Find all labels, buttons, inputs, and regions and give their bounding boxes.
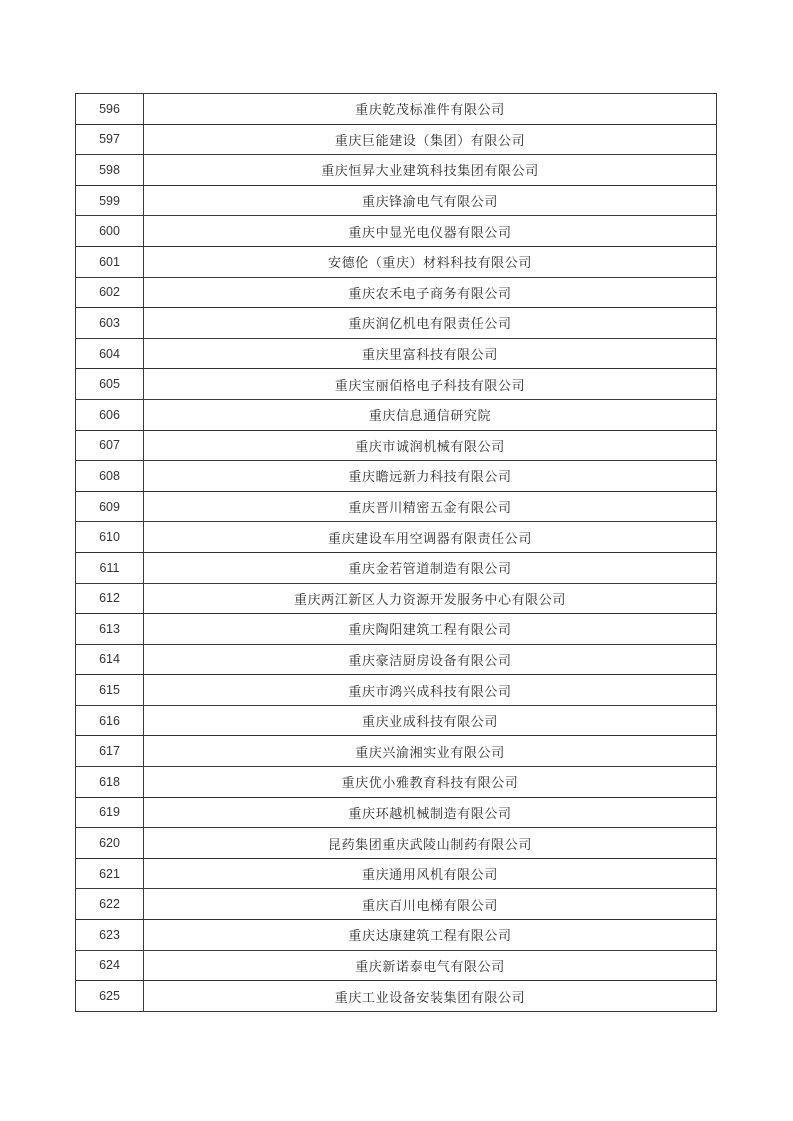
company-name: 重庆工业设备安装集团有限公司 [144,981,717,1012]
row-number: 615 [76,675,144,706]
row-number: 604 [76,338,144,369]
table-row [76,338,717,369]
company-list-body [76,94,717,1012]
row-number: 609 [76,491,144,522]
company-name: 重庆两江新区人力资源开发服务中心有限公司 [144,583,717,614]
row-number: 622 [76,889,144,920]
company-name: 昆药集团重庆武陵山制药有限公司 [144,828,717,859]
company-name: 重庆业成科技有限公司 [144,705,717,736]
company-name: 重庆百川电梯有限公司 [144,889,717,920]
table-row [76,155,717,186]
table-row [76,185,717,216]
company-list-table [75,93,717,1012]
row-number: 610 [76,522,144,553]
company-name: 重庆达康建筑工程有限公司 [144,920,717,951]
row-number: 598 [76,155,144,186]
row-number: 612 [76,583,144,614]
table-row [76,767,717,798]
company-name: 重庆中显光电仪器有限公司 [144,216,717,247]
company-name: 重庆里富科技有限公司 [144,338,717,369]
table-row [76,675,717,706]
table-row [76,124,717,155]
table-row [76,644,717,675]
row-number: 597 [76,124,144,155]
company-name: 安德伦（重庆）材料科技有限公司 [144,246,717,277]
company-name: 重庆锋渝电气有限公司 [144,185,717,216]
table-row [76,491,717,522]
company-name: 重庆瞻远新力科技有限公司 [144,461,717,492]
company-name: 重庆巨能建设（集团）有限公司 [144,124,717,155]
table-row [76,522,717,553]
table-row [76,858,717,889]
table-row [76,797,717,828]
company-name: 重庆环越机械制造有限公司 [144,797,717,828]
row-number: 616 [76,705,144,736]
table-row [76,277,717,308]
company-name: 重庆恒昇大业建筑科技集团有限公司 [144,155,717,186]
row-number: 613 [76,614,144,645]
table-row [76,614,717,645]
row-number: 602 [76,277,144,308]
table-row [76,461,717,492]
company-name: 重庆润亿机电有限责任公司 [144,308,717,339]
company-name: 重庆乾茂标准件有限公司 [144,94,717,125]
company-name: 重庆市诚润机械有限公司 [144,430,717,461]
row-number: 621 [76,858,144,889]
row-number: 611 [76,552,144,583]
company-name: 重庆农禾电子商务有限公司 [144,277,717,308]
row-number: 599 [76,185,144,216]
table-row [76,94,717,125]
row-number: 620 [76,828,144,859]
company-name: 重庆陶阳建筑工程有限公司 [144,614,717,645]
row-number: 608 [76,461,144,492]
company-name: 重庆新诺泰电气有限公司 [144,950,717,981]
table-row [76,369,717,400]
table-row [76,889,717,920]
company-name: 重庆市鸿兴成科技有限公司 [144,675,717,706]
row-number: 618 [76,767,144,798]
row-number: 606 [76,399,144,430]
table-row [76,583,717,614]
table-row [76,920,717,951]
row-number: 625 [76,981,144,1012]
company-name: 重庆晋川精密五金有限公司 [144,491,717,522]
company-name: 重庆信息通信研究院 [144,399,717,430]
row-number: 607 [76,430,144,461]
table-row [76,828,717,859]
table-row [76,430,717,461]
company-name: 重庆建设车用空调器有限责任公司 [144,522,717,553]
company-name: 重庆通用风机有限公司 [144,858,717,889]
row-number: 624 [76,950,144,981]
row-number: 596 [76,94,144,125]
row-number: 600 [76,216,144,247]
table-row [76,308,717,339]
table-row [76,950,717,981]
row-number: 601 [76,246,144,277]
row-number: 619 [76,797,144,828]
row-number: 617 [76,736,144,767]
row-number: 623 [76,920,144,951]
company-name: 重庆兴渝湘实业有限公司 [144,736,717,767]
row-number: 605 [76,369,144,400]
company-name: 重庆宝丽佰格电子科技有限公司 [144,369,717,400]
table-row [76,216,717,247]
table-row [76,705,717,736]
table-row [76,981,717,1012]
company-name: 重庆金若管道制造有限公司 [144,552,717,583]
table-row [76,552,717,583]
company-name: 重庆豪洁厨房设备有限公司 [144,644,717,675]
row-number: 603 [76,308,144,339]
table-row [76,736,717,767]
row-number: 614 [76,644,144,675]
company-name: 重庆优小雅教育科技有限公司 [144,767,717,798]
table-row [76,399,717,430]
table-row [76,246,717,277]
